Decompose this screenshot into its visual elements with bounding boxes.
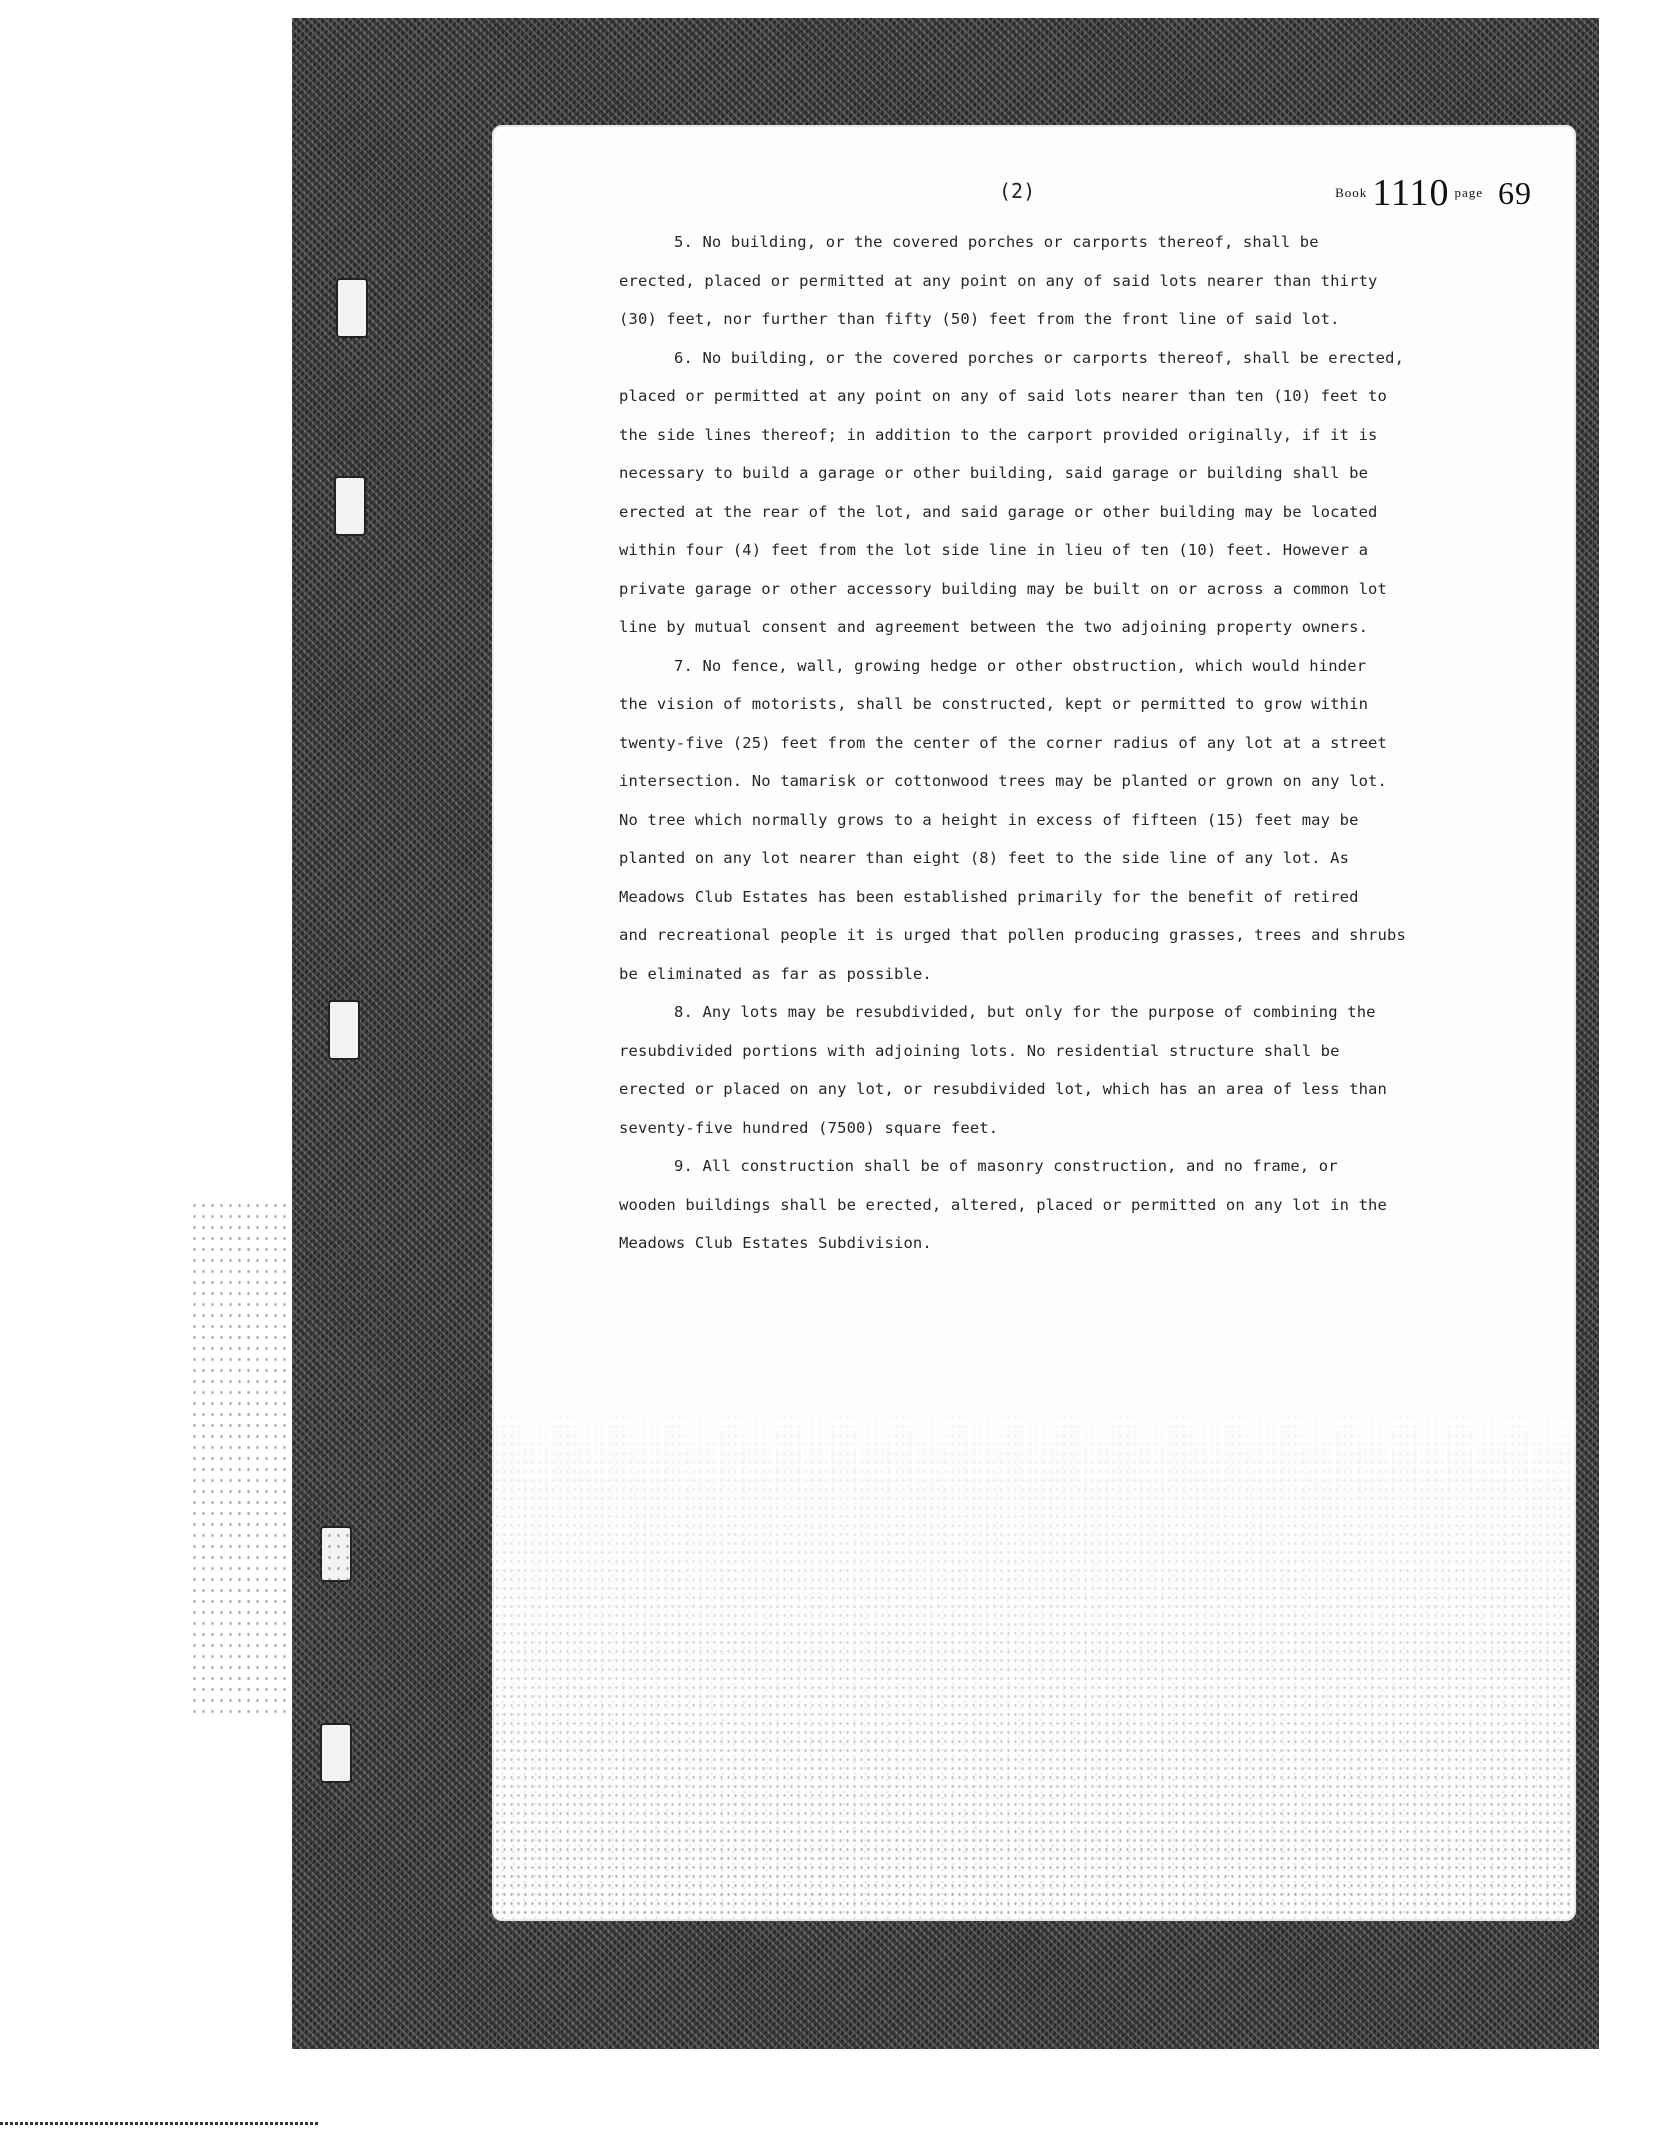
text-line: twenty-five (25) feet from the center of the corner radius of any lot at a street: [619, 733, 1388, 752]
binder-hole: [334, 476, 366, 536]
text-line: the side lines thereof; in addition to the carport provided originally, if it is: [619, 425, 1378, 444]
text-line: No tree which normally grows to a height in excess of fifteen (15) feet may be: [619, 810, 1359, 829]
text-line: within four (4) feet from the lot side line in lieu of ten (10) feet. However a: [619, 541, 1369, 559]
document-page: [492, 125, 1576, 1921]
text-line: resubdivided portions with adjoining lots. No residential structure shall be: [619, 1041, 1340, 1060]
binder-hole: [320, 1723, 352, 1783]
book-number: 1110: [1372, 172, 1450, 214]
binder-hole: [328, 1000, 360, 1060]
page-reference: 69: [1498, 174, 1532, 211]
binder-hole: [336, 278, 368, 338]
page-label: page: [1454, 185, 1483, 200]
text-line: seventy-five hundred (7500) square feet.: [619, 1118, 999, 1137]
text-line: erected at the rear of the lot, and said garage or other building may be located: [619, 502, 1378, 521]
book-label: Book: [1335, 185, 1368, 200]
text-line: (30) feet, nor further than fifty (50) feet from the front line of said lot.: [619, 310, 1340, 328]
text-line: placed or permitted at any point on any of said lots nearer than ten (10) feet to: [619, 387, 1388, 405]
text-line: Meadows Club Estates Subdivision.: [619, 1234, 932, 1252]
text-line: necessary to build a garage or other building, said garage or building shall be: [619, 464, 1369, 482]
text-line: erected or placed on any lot, or resubdivided lot, which has an area of less than: [619, 1080, 1388, 1098]
scan-noise: [494, 1359, 1574, 1919]
text-line: 7. No fence, wall, growing hedge or other obstruction, which would hinder: [674, 656, 1367, 675]
page-number: (2): [999, 179, 1036, 203]
text-line: the vision of motorists, shall be constructed, kept or permitted to grow within: [619, 695, 1369, 713]
scan-speckle: [190, 1200, 390, 1720]
book-page-reference: [1335, 171, 1532, 215]
text-line: and recreational people it is urged that pollen producing grasses, trees and shrubs: [619, 926, 1406, 944]
text-line: 9. All construction shall be of masonry construction, and no frame, or: [674, 1157, 1338, 1175]
text-line: private garage or other accessory building may be built on or across a common lot: [619, 579, 1388, 598]
text-line: 6. No building, or the covered porches or carports thereof, shall be erected,: [674, 348, 1405, 367]
text-line: Meadows Club Estates has been established primarily for the benefit of retired: [619, 887, 1359, 906]
scan-edge-mark: [0, 2122, 320, 2125]
covenant-text: [619, 223, 1519, 1263]
text-line: intersection. No tamarisk or cottonwood trees may be planted or grown on any lot.: [619, 772, 1388, 790]
text-line: erected, placed or permitted at any point on any of said lots nearer than thirty: [619, 271, 1378, 290]
text-line: wooden buildings shall be erected, altered, placed or permitted on any lot in the: [619, 1195, 1388, 1214]
text-line: line by mutual consent and agreement between the two adjoining property owners.: [619, 618, 1369, 636]
text-line: planted on any lot nearer than eight (8) feet to the side line of any lot. As: [619, 849, 1350, 867]
text-line: be eliminated as far as possible.: [619, 964, 932, 983]
text-line: 8. Any lots may be resubdivided, but only for the purpose of combining the: [674, 1003, 1376, 1021]
text-line: 5. No building, or the covered porches or carports thereof, shall be: [674, 233, 1319, 251]
